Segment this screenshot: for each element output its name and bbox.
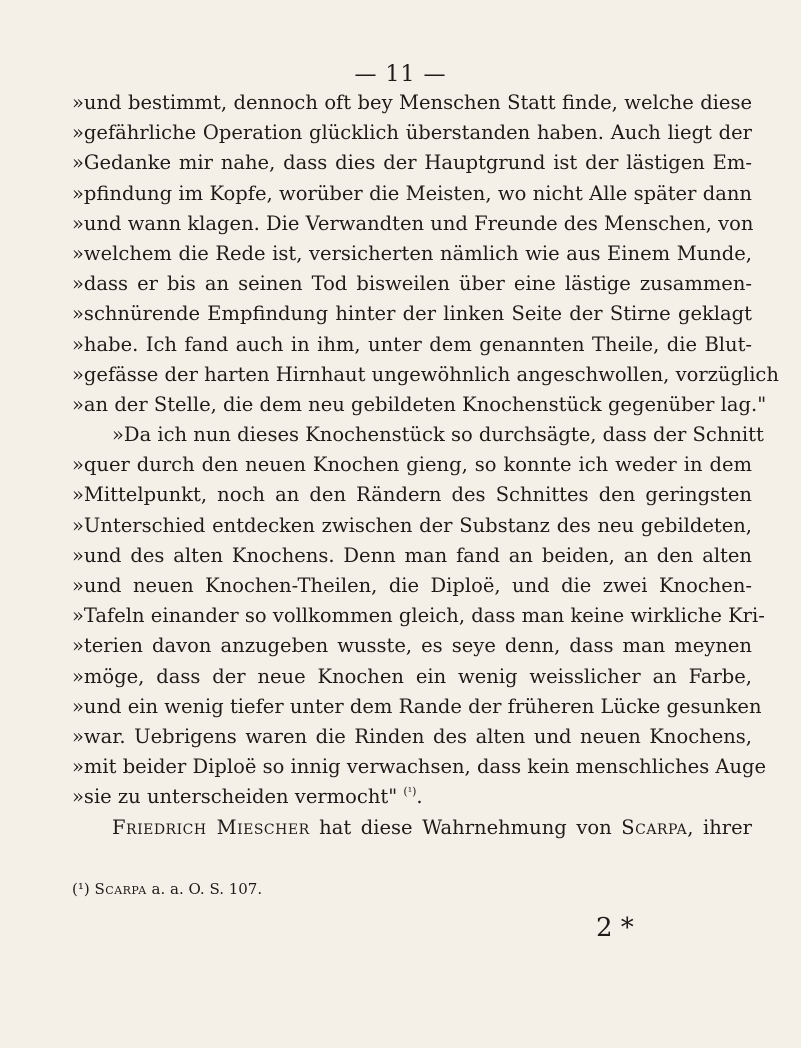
text-line: »quer durch den neuen Knochen gieng, so konnte ich weder in dem <box>72 453 752 477</box>
text-line-final <box>72 813 752 843</box>
text-fragment: »sie zu unterscheiden vermocht" <box>72 785 398 809</box>
text-line: »möge, dass der neue Knochen ein wenig weisslicher an Farbe, <box>72 664 752 688</box>
text-line: »und bestimmt, dennoch oft bey Menschen Statt finde, welche diese <box>72 91 752 114</box>
text-line: »war. Uebrigens waren die Rinden des alten und neuen Knochens, <box>72 724 752 748</box>
footnote-reference-text: a. a. O. S. 107. <box>146 880 263 898</box>
signature-mark: 2 * <box>596 913 634 943</box>
text-line: »habe. Ich fand auch in ihm, unter dem genannten Theile, die Blut- <box>72 332 752 356</box>
text-line: »Unterschied entdecken zwischen der Substanz des neu gebildeten, <box>72 513 752 537</box>
text-line: »und ein wenig tiefer unter dem Rande der früheren Lücke gesunken <box>72 694 762 718</box>
cited-name: Scarpa <box>621 815 688 839</box>
footnote-reference: (¹) <box>403 785 417 799</box>
text-line-with-footnote-ref: »sie zu unterscheiden vermocht" $^{(^1)}$. <box>72 785 423 809</box>
text-line: »gefässe der harten Hirnhaut ungewöhnlich angeschwollen, vorzüglich <box>72 362 779 386</box>
footnote <box>72 880 262 898</box>
text-line: »Tafeln einander so vollkommen gleich, dass man keine wirkliche Kri- <box>72 604 765 628</box>
text-line: »welchem die Rede ist, versicherten nämlich wie aus Einem Munde, <box>72 241 752 265</box>
text-line: »an der Stelle, die dem neu gebildeten Knochenstück gegenüber lag." <box>72 392 767 416</box>
text-line: »und des alten Knochens. Denn man fand an beiden, an den alten <box>72 543 752 567</box>
footnote-marker: (¹) <box>72 880 90 898</box>
body-text <box>72 88 779 843</box>
text-line: »mit beider Diploë so innig verwachsen, dass kein menschliches Auge <box>72 755 767 779</box>
text-line: »gefährliche Operation glücklich überstanden haben. Auch liegt der <box>72 121 752 145</box>
text-line: »pfindung im Kopfe, worüber die Meisten, wo nicht Alle später dann <box>72 181 752 205</box>
text-line: »Gedanke mir nahe, dass dies der Hauptgrund ist der lästigen Em- <box>72 151 752 175</box>
text-line: »terien davon anzugeben wusste, es seye denn, dass man meynen <box>72 634 752 658</box>
text-line: »schnürende Empfindung hinter der linken Seite der Stirne geklagt <box>72 302 752 326</box>
text-line: »dass er bis an seinen Tod bisweilen über eine lästige zusammen- <box>72 272 752 296</box>
author-name: Friedrich Miescher <box>112 815 310 839</box>
text-line: »und neuen Knochen-Theilen, die Diploë, und die zwei Knochen- <box>72 574 752 597</box>
text-line: »Mittelpunkt, noch an den Rändern des Schnittes den geringsten <box>72 483 752 507</box>
text-fragment: hat diese Wahrnehmung von <box>309 815 622 839</box>
text-fragment: , ihrer <box>687 815 752 839</box>
text-line: »und wann klagen. Die Verwandten und Freunde des Menschen, von <box>72 211 754 235</box>
page-number: — 11 — <box>354 62 447 87</box>
text-line: »Da ich nun dieses Knochenstück so durchsägte, dass der Schnitt <box>112 423 764 447</box>
footnote-author: Scarpa <box>94 880 147 898</box>
